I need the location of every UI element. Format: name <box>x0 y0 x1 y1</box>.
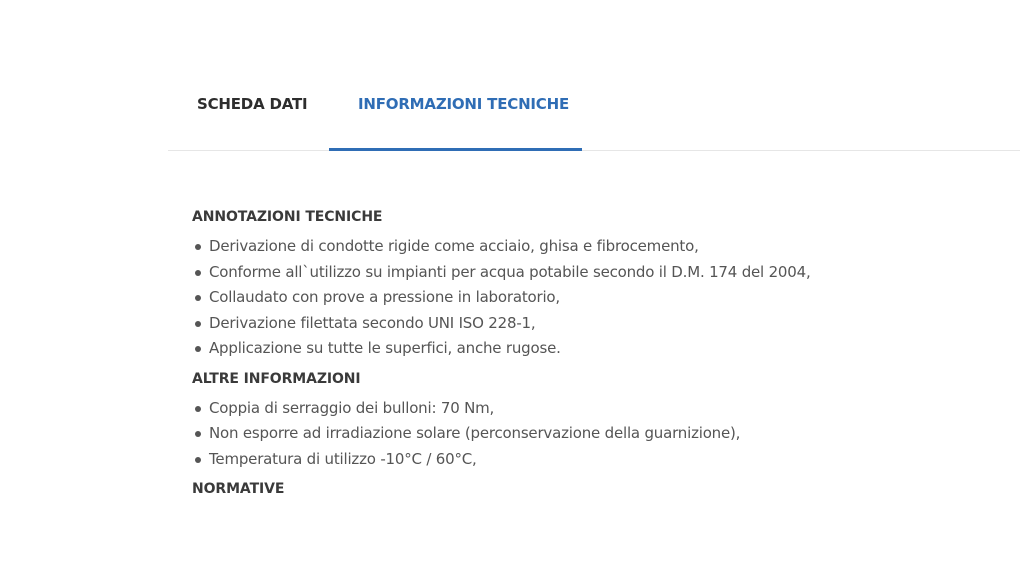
bullet-icon <box>195 346 201 352</box>
list-item-text: Conforme all`utilizzo su impianti per acqua potabile secondo il D.M. 174 del 2004, <box>209 262 811 281</box>
list-item <box>192 311 992 337</box>
list-item-text: Applicazione su tutte le superfici, anche rugose. <box>209 339 561 357</box>
list-item-text: Derivazione filettata secondo UNI ISO 228-1, <box>209 313 536 332</box>
list-item-text: Derivazione di condotte rigide come acciaio, ghisa e fibrocemento, <box>209 237 699 255</box>
list-item-text: Collaudato con prove a pressione in laboratorio, <box>209 288 560 306</box>
list-item <box>192 447 992 473</box>
bullet-icon <box>195 295 201 301</box>
section-title-altre-informazioni: ALTRE INFORMAZIONI <box>192 370 361 387</box>
bullet-icon <box>195 431 201 437</box>
bullet-icon <box>195 457 201 463</box>
section-title-normative: NORMATIVE <box>192 481 285 497</box>
bullet-icon <box>195 244 201 250</box>
bullet-icon <box>195 406 201 412</box>
list-item-text: Coppia di serraggio dei bulloni: 70 Nm, <box>209 398 495 417</box>
tab-scheda-dati[interactable]: SCHEDA DATI <box>197 95 308 113</box>
bullet-icon <box>195 321 201 327</box>
tab-panel-informazioni-tecniche <box>192 200 992 500</box>
tab-informazioni-tecniche[interactable]: INFORMAZIONI TECNICHE <box>329 70 582 150</box>
altre-informazioni-list <box>192 396 992 473</box>
list-item-text: Temperatura di utilizzo -10°C / 60°C, <box>209 449 477 468</box>
list-item <box>192 234 992 260</box>
annotazioni-list <box>192 234 992 362</box>
list-item <box>192 396 992 422</box>
list-item <box>192 260 992 286</box>
list-item <box>192 421 992 447</box>
bullet-icon <box>195 270 201 276</box>
list-item-text: Non esporre ad irradiazione solare (perconservazione della guarnizione), <box>209 424 741 442</box>
section-title-annotazioni-tecniche: ANNOTAZIONI TECNICHE <box>192 209 383 225</box>
list-item <box>192 285 992 311</box>
list-item <box>192 336 992 362</box>
tab-bar <box>168 70 1020 151</box>
